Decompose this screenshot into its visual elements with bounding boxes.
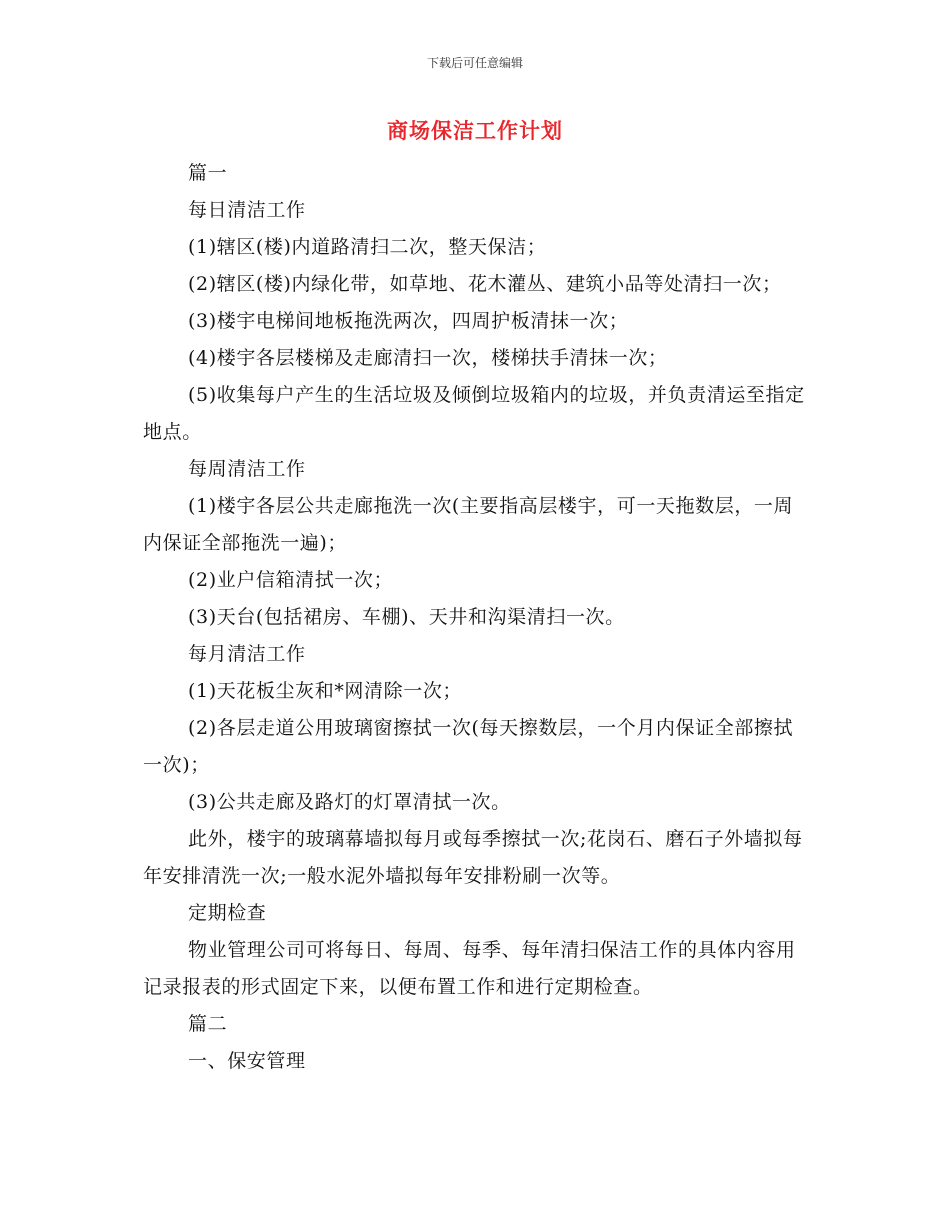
- inspection-paragraph: 物业管理公司可将每日、每周、每季、每年清扫保洁工作的具体内容用记录报表的形式固定下来，以便布置工作和进行定期检查。: [143, 939, 796, 998]
- daily-item-3: (3)楼宇电梯间地板拖洗两次，四周护板清抹一次；: [188, 310, 629, 332]
- weekly-item-3: (3)天台(包括裙房、车棚)、天井和沟渠清扫一次。: [188, 606, 625, 628]
- subheading-regular-inspection: 定期检查: [188, 902, 267, 924]
- daily-item-1: (1)辖区(楼)内道路清扫二次，整天保洁；: [188, 236, 547, 258]
- document-body: [143, 155, 809, 1080]
- weekly-item-2: (2)业户信箱清拭一次；: [188, 569, 394, 591]
- page-header-note: 下载后可任意编辑: [426, 56, 523, 70]
- subheading-daily-cleaning: 每日清洁工作: [188, 199, 306, 221]
- weekly-item-1: (1)楼宇各层公共走廊拖洗一次(主要指高层楼宇，可一天拖数层，一周内保证全部拖洗一遍)；: [143, 495, 794, 554]
- subheading-weekly-cleaning: 每周清洁工作: [188, 458, 306, 480]
- monthly-item-3: (3)公共走廊及路灯的灯罩清拭一次。: [188, 791, 511, 813]
- subheading-monthly-cleaning: 每月清洁工作: [188, 643, 306, 665]
- monthly-item-2: (2)各层走道公用玻璃窗擦拭一次(每天擦数层，一个月内保证全部擦拭一次)；: [143, 717, 794, 776]
- monthly-item-1: (1)天花板尘灰和*网清除一次；: [188, 680, 463, 702]
- document-title: 商场保洁工作计划: [387, 119, 563, 143]
- additional-note-paragraph: 此外，楼宇的玻璃幕墙拟每月或每季擦拭一次;花岗石、磨石子外墙拟每年安排清洗一次;一般水泥外墙拟每年安排粉刷一次等。: [143, 828, 803, 887]
- subheading-security-management: 一、保安管理: [188, 1050, 306, 1072]
- daily-item-4: (4)楼宇各层楼梯及走廊清扫一次，楼梯扶手清抹一次；: [188, 347, 668, 369]
- daily-item-5: (5)收集每户产生的生活垃圾及倾倒垃圾箱内的垃圾，并负责清运至指定地点。: [143, 384, 805, 443]
- section-heading-part-two: 篇二: [188, 1013, 228, 1035]
- daily-item-2: (2)辖区(楼)内绿化带，如草地、花木灌丛、建筑小品等处清扫一次；: [188, 273, 782, 295]
- section-heading-part-one: 篇一: [188, 162, 228, 184]
